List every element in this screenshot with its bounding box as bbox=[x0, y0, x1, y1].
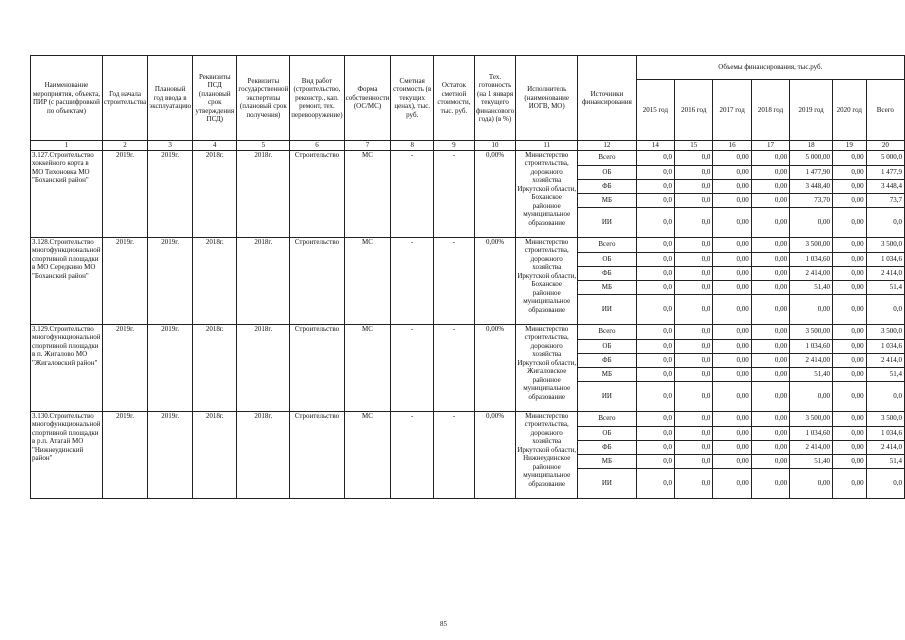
header-total: Всего bbox=[866, 80, 904, 141]
header-psd-details: Реквизиты ПСД (плановый срок утверждения ПСД) bbox=[193, 56, 237, 141]
year-value: 0,00 bbox=[713, 454, 751, 468]
year-value: 0,0 bbox=[675, 367, 713, 381]
year-value: 0,00 bbox=[713, 468, 751, 498]
header-readiness: Тех. готовность (на 1 января текущего финансового года) (в %) bbox=[474, 56, 515, 141]
column-number: 2 bbox=[102, 141, 147, 151]
year-value: 0,00 bbox=[751, 193, 789, 207]
year-value: 0,00 bbox=[751, 353, 789, 367]
psd-date: 2018г. bbox=[193, 237, 237, 324]
psd-date: 2018г. bbox=[193, 411, 237, 498]
year-value: 0,00 bbox=[713, 367, 751, 381]
funding-source: МБ bbox=[578, 367, 636, 381]
year-value: 0,00 bbox=[751, 280, 789, 294]
year-value: 0,00 bbox=[833, 266, 867, 280]
year-value: 0,0 bbox=[675, 207, 713, 237]
year-value: 0,0 bbox=[675, 468, 713, 498]
year-value: 0,00 bbox=[833, 193, 867, 207]
total-value: 2 414,0 bbox=[866, 266, 904, 280]
year-value: 0,00 bbox=[751, 339, 789, 353]
year-value: 0,0 bbox=[636, 468, 674, 498]
remaining-cost: - bbox=[434, 324, 475, 411]
funding-source: Всего bbox=[578, 150, 636, 165]
readiness: 0,00% bbox=[474, 324, 515, 411]
expertise-date: 2018г. bbox=[237, 237, 290, 324]
year-value: 0,00 bbox=[833, 150, 867, 165]
year-value: 0,00 bbox=[713, 324, 751, 339]
total-value: 0,0 bbox=[866, 381, 904, 411]
year-value: 0,0 bbox=[675, 353, 713, 367]
column-numbers-row bbox=[31, 141, 905, 151]
year-value: 0,0 bbox=[675, 381, 713, 411]
total-value: 1 477,9 bbox=[866, 165, 904, 179]
column-number: 5 bbox=[237, 141, 290, 151]
year-value: 3 500,00 bbox=[790, 411, 833, 426]
year-value: 0,00 bbox=[751, 150, 789, 165]
year-value: 0,0 bbox=[675, 266, 713, 280]
year-value: 0,00 bbox=[713, 165, 751, 179]
year-value: 0,0 bbox=[636, 294, 674, 324]
year-value: 0,00 bbox=[790, 294, 833, 324]
executor: Министерство строительства, дорожного хозяйства Иркутской области, Боханское районное муниципальное образование bbox=[516, 237, 578, 324]
year-value: 0,00 bbox=[713, 440, 751, 454]
expertise-date: 2018г. bbox=[237, 324, 290, 411]
total-value: 51,4 bbox=[866, 367, 904, 381]
funding-source: Всего bbox=[578, 237, 636, 252]
year-value: 0,00 bbox=[751, 179, 789, 193]
total-value: 0,0 bbox=[866, 207, 904, 237]
year-value: 0,00 bbox=[713, 237, 751, 252]
start-year: 2019г. bbox=[102, 411, 147, 498]
year-value: 0,00 bbox=[713, 280, 751, 294]
year-value: 0,00 bbox=[790, 381, 833, 411]
funding-source: ИИ bbox=[578, 207, 636, 237]
year-value: 0,0 bbox=[675, 324, 713, 339]
funding-source: ОБ bbox=[578, 339, 636, 353]
year-value: 3 500,00 bbox=[790, 324, 833, 339]
funding-source: ОБ bbox=[578, 426, 636, 440]
year-value: 0,0 bbox=[675, 426, 713, 440]
start-year: 2019г. bbox=[102, 150, 147, 237]
year-value: 0,00 bbox=[833, 454, 867, 468]
work-type: Строительство bbox=[290, 237, 344, 324]
year-value: 0,00 bbox=[833, 280, 867, 294]
total-value: 1 034,6 bbox=[866, 339, 904, 353]
readiness: 0,00% bbox=[474, 150, 515, 237]
expertise-date: 2018г. bbox=[237, 411, 290, 498]
year-value: 2 414,00 bbox=[790, 353, 833, 367]
funding-source: Всего bbox=[578, 324, 636, 339]
ownership: МС bbox=[344, 150, 391, 237]
total-value: 3 500,0 bbox=[866, 411, 904, 426]
total-value: 1 034,6 bbox=[866, 252, 904, 266]
commission-year: 2019г. bbox=[148, 411, 193, 498]
year-value: 0,00 bbox=[833, 179, 867, 193]
funding-source: ФБ bbox=[578, 353, 636, 367]
year-value: 0,00 bbox=[751, 367, 789, 381]
year-value: 0,00 bbox=[833, 237, 867, 252]
column-number: 12 bbox=[578, 141, 636, 151]
header-expertise-details: Реквизиты государственной экспертизы (плановый срок получения) bbox=[237, 56, 290, 141]
year-value: 0,00 bbox=[713, 207, 751, 237]
year-value: 0,00 bbox=[833, 324, 867, 339]
year-value: 0,0 bbox=[636, 150, 674, 165]
year-value: 0,00 bbox=[790, 468, 833, 498]
estimate-cost: - bbox=[391, 150, 434, 237]
column-number: 8 bbox=[391, 141, 434, 151]
funding-source: ФБ bbox=[578, 440, 636, 454]
year-value: 0,00 bbox=[713, 193, 751, 207]
year-value: 0,0 bbox=[636, 179, 674, 193]
column-number: 7 bbox=[344, 141, 391, 151]
year-value: 0,00 bbox=[751, 237, 789, 252]
year-value: 1 034,60 bbox=[790, 426, 833, 440]
ownership: МС bbox=[344, 237, 391, 324]
header-year: 2017 год bbox=[713, 80, 751, 141]
funding-source: МБ bbox=[578, 193, 636, 207]
year-value: 0,0 bbox=[636, 426, 674, 440]
year-value: 0,0 bbox=[636, 339, 674, 353]
year-value: 0,00 bbox=[751, 324, 789, 339]
work-type: Строительство bbox=[290, 150, 344, 237]
year-value: 0,00 bbox=[713, 252, 751, 266]
executor: Министерство строительства, дорожного хозяйства Иркутской области, Нижнеудинское районное муниципальное образование bbox=[516, 411, 578, 498]
column-number: 20 bbox=[866, 141, 904, 151]
year-value: 0,00 bbox=[751, 381, 789, 411]
header-year: 2016 год bbox=[675, 80, 713, 141]
header-work-type: Вид работ (строительство, реконстр., кап. ремонт, тех. перевооружение) bbox=[290, 56, 344, 141]
total-value: 0,0 bbox=[866, 294, 904, 324]
year-value: 51,40 bbox=[790, 454, 833, 468]
ownership: МС bbox=[344, 411, 391, 498]
header-name: Наименование мероприятия, объекта, ПИР (с расшифровкой по объектам) bbox=[31, 56, 103, 141]
year-value: 0,00 bbox=[751, 207, 789, 237]
header-executor: Исполнитель (наименование ИОГВ, МО) bbox=[516, 56, 578, 141]
year-value: 0,0 bbox=[675, 237, 713, 252]
year-value: 0,00 bbox=[833, 353, 867, 367]
total-value: 2 414,0 bbox=[866, 440, 904, 454]
funding-source: ИИ bbox=[578, 381, 636, 411]
page-number: 85 bbox=[440, 620, 447, 628]
header-ownership: Форма собственности (ОС/МС) bbox=[344, 56, 391, 141]
column-number: 9 bbox=[434, 141, 475, 151]
year-value: 0,00 bbox=[751, 252, 789, 266]
year-value: 0,00 bbox=[833, 294, 867, 324]
year-value: 0,0 bbox=[636, 193, 674, 207]
header-funding-sources: Источники финансирования bbox=[578, 56, 636, 141]
readiness: 0,00% bbox=[474, 237, 515, 324]
table-row bbox=[31, 324, 905, 339]
year-value: 0,00 bbox=[713, 381, 751, 411]
header-volumes: Объемы финансирования, тыс.руб. bbox=[636, 56, 904, 80]
funding-source: ФБ bbox=[578, 266, 636, 280]
year-value: 0,0 bbox=[675, 411, 713, 426]
year-value: 2 414,00 bbox=[790, 440, 833, 454]
column-number: 4 bbox=[193, 141, 237, 151]
total-value: 3 500,0 bbox=[866, 324, 904, 339]
year-value: 0,00 bbox=[713, 266, 751, 280]
year-value: 0,00 bbox=[833, 468, 867, 498]
year-value: 0,0 bbox=[675, 440, 713, 454]
column-number: 11 bbox=[516, 141, 578, 151]
year-value: 2 414,00 bbox=[790, 266, 833, 280]
year-value: 0,00 bbox=[713, 411, 751, 426]
psd-date: 2018г. bbox=[193, 324, 237, 411]
year-value: 0,0 bbox=[636, 367, 674, 381]
object-name: 3.130.Строительство многофункциональной спортивной площадки в р.п. Атагай МО "Нижнеудинский район" bbox=[31, 411, 103, 498]
column-number: 3 bbox=[148, 141, 193, 151]
year-value: 0,00 bbox=[713, 294, 751, 324]
table-row bbox=[31, 411, 905, 426]
header-year: 2015 год bbox=[636, 80, 674, 141]
year-value: 0,00 bbox=[833, 339, 867, 353]
year-value: 0,00 bbox=[833, 207, 867, 237]
object-name: 3.128.Строительство многофункциональной спортивной площадки в МО Середкино МО "Боханский район" bbox=[31, 237, 103, 324]
year-value: 0,0 bbox=[636, 381, 674, 411]
year-value: 0,00 bbox=[833, 367, 867, 381]
header-estimate-cost: Сметная стоимость (в текущих ценах), тыс. руб. bbox=[391, 56, 434, 141]
total-value: 51,4 bbox=[866, 454, 904, 468]
year-value: 3 448,40 bbox=[790, 179, 833, 193]
year-value: 0,00 bbox=[833, 165, 867, 179]
year-value: 0,0 bbox=[636, 454, 674, 468]
year-value: 0,00 bbox=[751, 468, 789, 498]
ownership: МС bbox=[344, 324, 391, 411]
funding-source: ИИ bbox=[578, 468, 636, 498]
year-value: 5 000,00 bbox=[790, 150, 833, 165]
psd-date: 2018г. bbox=[193, 150, 237, 237]
funding-source: ФБ bbox=[578, 179, 636, 193]
table-row bbox=[31, 150, 905, 165]
column-number: 17 bbox=[751, 141, 789, 151]
funding-source: Всего bbox=[578, 411, 636, 426]
year-value: 0,0 bbox=[636, 165, 674, 179]
remaining-cost: - bbox=[434, 237, 475, 324]
year-value: 0,00 bbox=[751, 294, 789, 324]
year-value: 0,00 bbox=[833, 440, 867, 454]
year-value: 0,00 bbox=[751, 411, 789, 426]
financing-table bbox=[30, 55, 905, 499]
commission-year: 2019г. bbox=[148, 324, 193, 411]
year-value: 0,00 bbox=[833, 411, 867, 426]
commission-year: 2019г. bbox=[148, 150, 193, 237]
executor: Министерство строительства, дорожного хозяйства Иркутской области, Жигаловское районное муниципальное образование bbox=[516, 324, 578, 411]
header-start-year: Год начала строительства bbox=[102, 56, 147, 141]
year-value: 0,0 bbox=[636, 237, 674, 252]
executor: Министерство строительства, дорожного хозяйства Иркутской области, Боханское районное муниципальное образование bbox=[516, 150, 578, 237]
object-name: 3.129.Строительство многофункциональной спортивной площадки в п. Жигалово МО "Жигаловский район" bbox=[31, 324, 103, 411]
year-value: 0,0 bbox=[636, 207, 674, 237]
year-value: 51,40 bbox=[790, 280, 833, 294]
year-value: 0,0 bbox=[675, 179, 713, 193]
year-value: 0,00 bbox=[751, 426, 789, 440]
work-type: Строительство bbox=[290, 324, 344, 411]
year-value: 0,00 bbox=[833, 252, 867, 266]
year-value: 73,70 bbox=[790, 193, 833, 207]
start-year: 2019г. bbox=[102, 324, 147, 411]
estimate-cost: - bbox=[391, 411, 434, 498]
year-value: 0,0 bbox=[636, 440, 674, 454]
header-year: 2019 год bbox=[790, 80, 833, 141]
year-value: 0,0 bbox=[675, 252, 713, 266]
year-value: 0,0 bbox=[675, 294, 713, 324]
year-value: 51,40 bbox=[790, 367, 833, 381]
total-value: 3 500,0 bbox=[866, 237, 904, 252]
work-type: Строительство bbox=[290, 411, 344, 498]
object-name: 3.127.Строительство хоккейного корта в МО Тихоновка МО "Боханский район" bbox=[31, 150, 103, 237]
column-number: 19 bbox=[833, 141, 867, 151]
funding-source: ИИ bbox=[578, 294, 636, 324]
start-year: 2019г. bbox=[102, 237, 147, 324]
year-value: 1 034,60 bbox=[790, 252, 833, 266]
year-value: 0,00 bbox=[751, 165, 789, 179]
readiness: 0,00% bbox=[474, 411, 515, 498]
year-value: 0,0 bbox=[675, 280, 713, 294]
year-value: 0,00 bbox=[751, 454, 789, 468]
year-value: 0,0 bbox=[636, 353, 674, 367]
year-value: 0,0 bbox=[636, 280, 674, 294]
funding-source: МБ bbox=[578, 280, 636, 294]
year-value: 0,00 bbox=[713, 150, 751, 165]
commission-year: 2019г. bbox=[148, 237, 193, 324]
year-value: 0,0 bbox=[675, 339, 713, 353]
year-value: 0,00 bbox=[833, 381, 867, 411]
total-value: 3 448,4 bbox=[866, 179, 904, 193]
column-number: 14 bbox=[636, 141, 674, 151]
year-value: 1 034,60 bbox=[790, 339, 833, 353]
funding-source: ОБ bbox=[578, 252, 636, 266]
header-year: 2020 год bbox=[833, 80, 867, 141]
year-value: 0,00 bbox=[713, 339, 751, 353]
year-value: 1 477,90 bbox=[790, 165, 833, 179]
year-value: 0,0 bbox=[675, 165, 713, 179]
estimate-cost: - bbox=[391, 324, 434, 411]
year-value: 3 500,00 bbox=[790, 237, 833, 252]
column-number: 16 bbox=[713, 141, 751, 151]
year-value: 0,00 bbox=[713, 426, 751, 440]
year-value: 0,00 bbox=[713, 179, 751, 193]
year-value: 0,0 bbox=[636, 252, 674, 266]
column-number: 15 bbox=[675, 141, 713, 151]
column-number: 18 bbox=[790, 141, 833, 151]
funding-source: ОБ bbox=[578, 165, 636, 179]
column-number: 6 bbox=[290, 141, 344, 151]
year-value: 0,00 bbox=[790, 207, 833, 237]
total-value: 5 000,0 bbox=[866, 150, 904, 165]
total-value: 2 414,0 bbox=[866, 353, 904, 367]
total-value: 73,7 bbox=[866, 193, 904, 207]
header-commission-year: Плановый год ввода в эксплуатацию bbox=[148, 56, 193, 141]
year-value: 0,0 bbox=[636, 324, 674, 339]
expertise-date: 2018г. bbox=[237, 150, 290, 237]
year-value: 0,0 bbox=[636, 411, 674, 426]
funding-source: МБ bbox=[578, 454, 636, 468]
year-value: 0,0 bbox=[675, 150, 713, 165]
total-value: 0,0 bbox=[866, 468, 904, 498]
total-value: 1 034,6 bbox=[866, 426, 904, 440]
remaining-cost: - bbox=[434, 150, 475, 237]
total-value: 51,4 bbox=[866, 280, 904, 294]
year-value: 0,00 bbox=[833, 426, 867, 440]
header-year: 2018 год bbox=[751, 80, 789, 141]
year-value: 0,0 bbox=[636, 266, 674, 280]
year-value: 0,0 bbox=[675, 193, 713, 207]
year-value: 0,00 bbox=[751, 266, 789, 280]
year-value: 0,0 bbox=[675, 454, 713, 468]
header-remaining-cost: Остаток сметной стоимости, тыс. руб. bbox=[434, 56, 475, 141]
column-number: 1 bbox=[31, 141, 103, 151]
remaining-cost: - bbox=[434, 411, 475, 498]
year-value: 0,00 bbox=[751, 440, 789, 454]
column-number: 10 bbox=[474, 141, 515, 151]
estimate-cost: - bbox=[391, 237, 434, 324]
table-row bbox=[31, 237, 905, 252]
year-value: 0,00 bbox=[713, 353, 751, 367]
